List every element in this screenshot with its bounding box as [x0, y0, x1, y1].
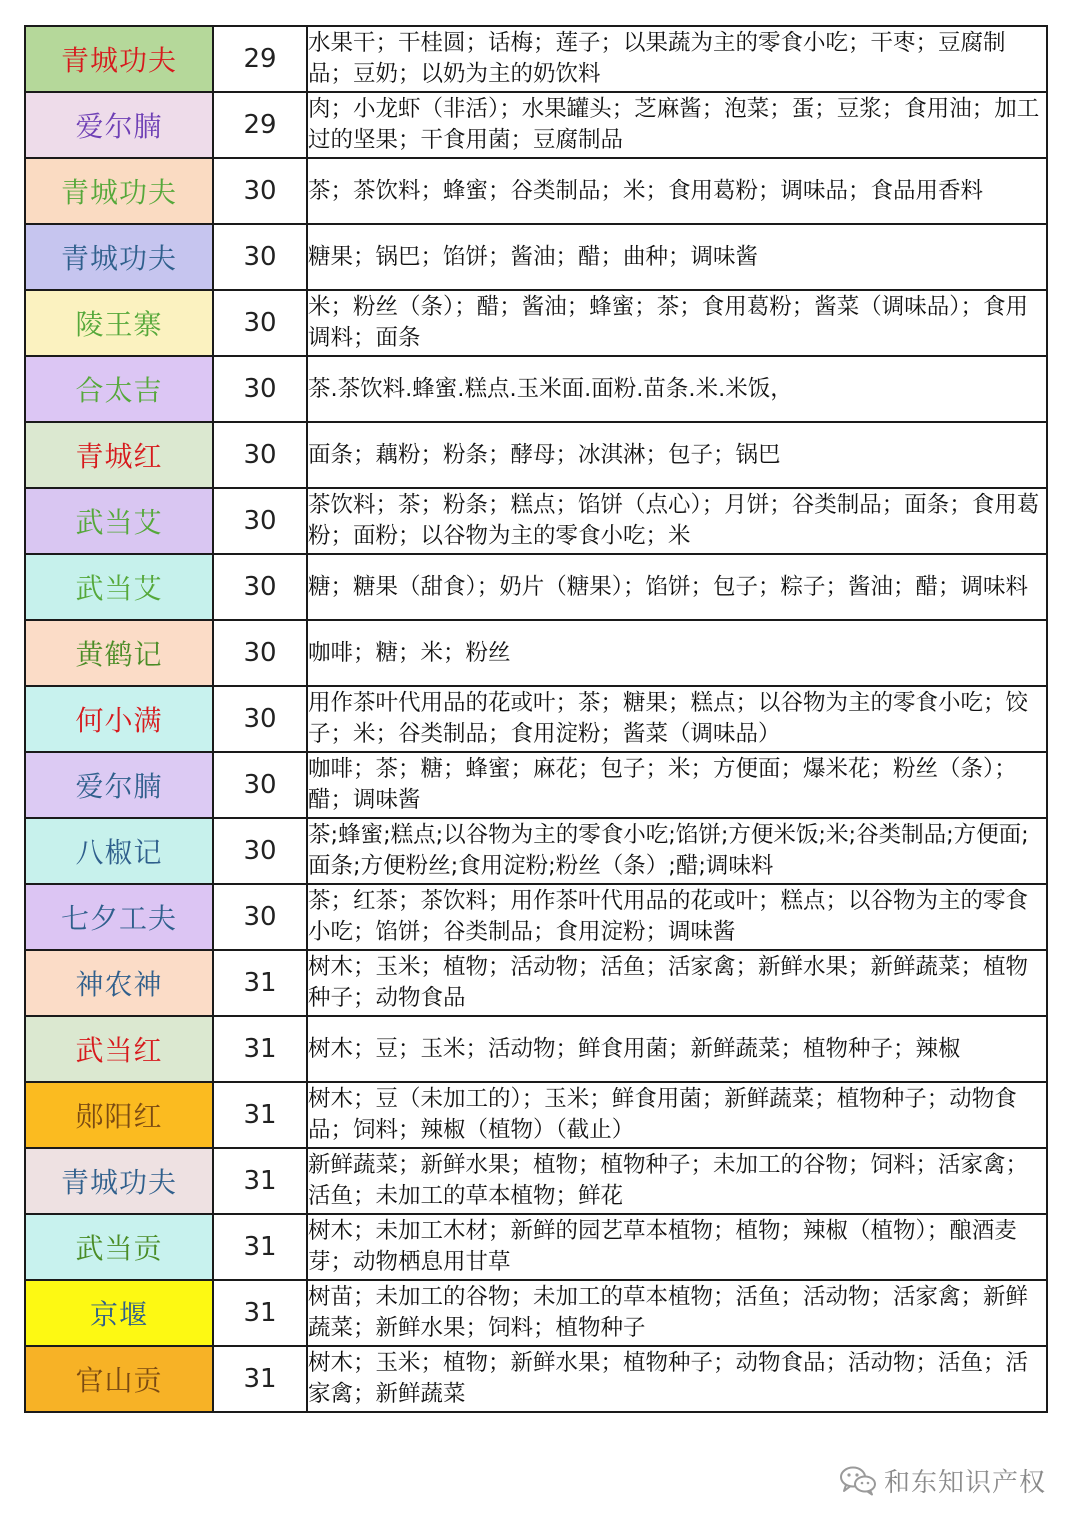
table-row — [25, 1280, 1047, 1346]
table-row — [25, 818, 1047, 884]
goods-cell: 茶.茶饮料.蜂蜜.糕点.玉米面.面粉.苗条.米.米饭， — [307, 356, 1047, 422]
table-row — [25, 1214, 1047, 1280]
class-number-cell: 30 — [213, 158, 307, 224]
table-row — [25, 950, 1047, 1016]
table-row — [25, 26, 1047, 92]
brand-cell: 青城功夫 — [25, 158, 213, 224]
class-number-cell: 29 — [213, 26, 307, 92]
table-row — [25, 620, 1047, 686]
brand-cell: 武当贡 — [25, 1214, 213, 1280]
class-number-cell: 30 — [213, 224, 307, 290]
brand-cell: 武当艾 — [25, 554, 213, 620]
brand-cell: 武当艾 — [25, 488, 213, 554]
brand-cell: 武当红 — [25, 1016, 213, 1082]
table-row — [25, 1346, 1047, 1412]
brand-cell: 何小满 — [25, 686, 213, 752]
class-number-cell: 30 — [213, 488, 307, 554]
brand-cell: 爱尔腩 — [25, 92, 213, 158]
class-number-cell: 30 — [213, 620, 307, 686]
table-row — [25, 158, 1047, 224]
class-number-cell: 31 — [213, 1082, 307, 1148]
watermark-text: 和东知识产权 — [884, 1467, 1047, 1498]
brand-cell: 青城功夫 — [25, 26, 213, 92]
goods-cell: 肉；小龙虾（非活）；水果罐头；芝麻酱；泡菜；蛋；豆浆；食用油；加工过的坚果；干食用菌；豆腐制品 — [307, 92, 1047, 158]
class-number-cell: 30 — [213, 752, 307, 818]
brand-cell: 郧阳红 — [25, 1082, 213, 1148]
table-row — [25, 422, 1047, 488]
goods-cell: 树木；玉米；植物；新鲜水果；植物种子；动物食品；活动物；活鱼；活家禽；新鲜蔬菜 — [307, 1346, 1047, 1412]
class-number-cell: 30 — [213, 818, 307, 884]
class-number-cell: 30 — [213, 356, 307, 422]
goods-cell: 茶；茶饮料；蜂蜜；谷类制品；米；食用葛粉；调味品；食品用香料 — [307, 158, 1047, 224]
table-row — [25, 290, 1047, 356]
goods-cell: 糖果；锅巴；馅饼；酱油；醋；曲种；调味酱 — [307, 224, 1047, 290]
table-row — [25, 488, 1047, 554]
brand-cell: 八椒记 — [25, 818, 213, 884]
table-row — [25, 752, 1047, 818]
goods-cell: 茶饮料；茶；粉条；糕点；馅饼（点心）；月饼；谷类制品；面条；食用葛粉；面粉；以谷物为主的零食小吃；米 — [307, 488, 1047, 554]
table-row — [25, 224, 1047, 290]
goods-cell: 新鲜蔬菜；新鲜水果；植物；植物种子；未加工的谷物；饲料；活家禽；活鱼；未加工的草本植物；鲜花 — [307, 1148, 1047, 1214]
class-number-cell: 31 — [213, 1016, 307, 1082]
goods-cell: 茶;蜂蜜;糕点;以谷物为主的零食小吃;馅饼;方便米饭;米;谷类制品;方便面;面条;方便粉丝;食用淀粉;粉丝（条）;醋;调味料 — [307, 818, 1047, 884]
table-row — [25, 884, 1047, 950]
goods-cell: 树木；未加工木材；新鲜的园艺草本植物；植物；辣椒（植物）；酿酒麦芽；动物栖息用甘草 — [307, 1214, 1047, 1280]
trademark-table — [24, 25, 1048, 1413]
class-number-cell: 31 — [213, 1214, 307, 1280]
goods-cell: 树苗；未加工的谷物；未加工的草本植物；活鱼；活动物；活家禽；新鲜蔬菜；新鲜水果；饲料；植物种子 — [307, 1280, 1047, 1346]
brand-cell: 黄鹤记 — [25, 620, 213, 686]
class-number-cell: 30 — [213, 554, 307, 620]
goods-cell: 树木；豆（未加工的）；玉米；鲜食用菌；新鲜蔬菜；植物种子；动物食品；饲料；辣椒（植物）（截止） — [307, 1082, 1047, 1148]
goods-cell: 用作茶叶代用品的花或叶；茶；糖果；糕点；以谷物为主的零食小吃；饺子；米；谷类制品；食用淀粉；酱菜（调味品） — [307, 686, 1047, 752]
brand-cell: 七夕工夫 — [25, 884, 213, 950]
goods-cell: 面条；藕粉；粉条；酵母；冰淇淋；包子；锅巴 — [307, 422, 1047, 488]
class-number-cell: 30 — [213, 884, 307, 950]
brand-cell: 陵王寨 — [25, 290, 213, 356]
brand-cell: 官山贡 — [25, 1346, 213, 1412]
class-number-cell: 31 — [213, 950, 307, 1016]
trademark-table-body — [25, 26, 1047, 1412]
goods-cell: 水果干；干桂圆；话梅；莲子；以果蔬为主的零食小吃；干枣；豆腐制品；豆奶；以奶为主的奶饮料 — [307, 26, 1047, 92]
goods-cell: 树木；玉米；植物；活动物；活鱼；活家禽；新鲜水果；新鲜蔬菜；植物种子；动物食品 — [307, 950, 1047, 1016]
class-number-cell: 30 — [213, 422, 307, 488]
table-row — [25, 686, 1047, 752]
goods-cell: 糖；糖果（甜食）；奶片（糖果）；馅饼；包子；粽子；酱油；醋；调味料 — [307, 554, 1047, 620]
goods-cell: 米；粉丝（条）；醋；酱油；蜂蜜；茶；食用葛粉；酱菜（调味品）；食用调料；面条 — [307, 290, 1047, 356]
goods-cell: 茶；红茶；茶饮料；用作茶叶代用品的花或叶；糕点；以谷物为主的零食小吃；馅饼；谷类制品；食用淀粉；调味酱 — [307, 884, 1047, 950]
table-row — [25, 1082, 1047, 1148]
watermark — [838, 1460, 1046, 1500]
brand-cell: 合太吉 — [25, 356, 213, 422]
class-number-cell: 30 — [213, 290, 307, 356]
brand-cell: 青城功夫 — [25, 224, 213, 290]
brand-cell: 神农神 — [25, 950, 213, 1016]
class-number-cell: 29 — [213, 92, 307, 158]
brand-cell: 爱尔腩 — [25, 752, 213, 818]
goods-cell: 咖啡；茶；糖；蜂蜜；麻花；包子；米；方便面；爆米花；粉丝（条）；醋；调味酱 — [307, 752, 1047, 818]
brand-cell: 青城红 — [25, 422, 213, 488]
class-number-cell: 31 — [213, 1346, 307, 1412]
goods-cell: 咖啡；糖；米；粉丝 — [307, 620, 1047, 686]
goods-cell: 树木；豆；玉米；活动物；鲜食用菌；新鲜蔬菜；植物种子；辣椒 — [307, 1016, 1047, 1082]
class-number-cell: 30 — [213, 686, 307, 752]
wechat-icon — [838, 1464, 878, 1496]
brand-cell: 青城功夫 — [25, 1148, 213, 1214]
table-row — [25, 1148, 1047, 1214]
table-row — [25, 1016, 1047, 1082]
class-number-cell: 31 — [213, 1148, 307, 1214]
class-number-cell: 31 — [213, 1280, 307, 1346]
table-row — [25, 356, 1047, 422]
table-row — [25, 92, 1047, 158]
brand-cell: 京堰 — [25, 1280, 213, 1346]
table-row — [25, 554, 1047, 620]
